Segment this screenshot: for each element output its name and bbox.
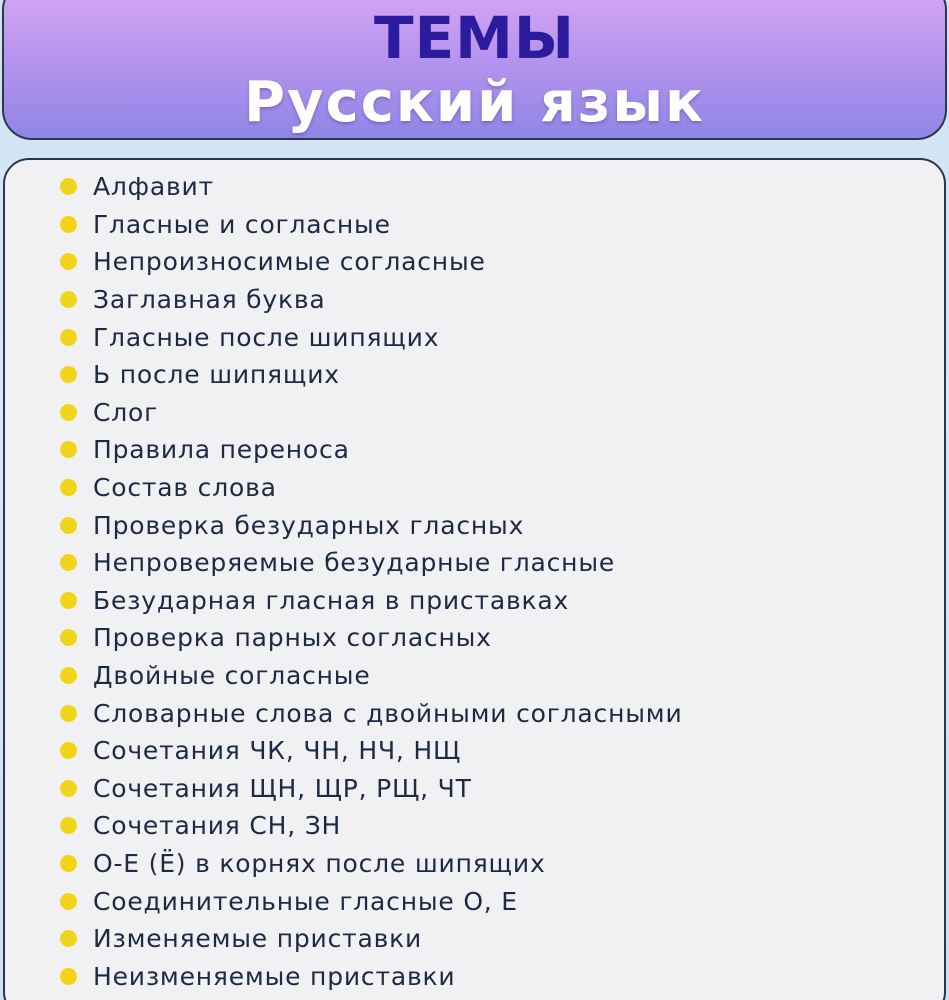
bullet-icon [60,253,77,270]
list-item [0,732,683,770]
list-item [0,506,683,544]
list-item [0,243,683,281]
bullet-icon [60,893,77,910]
topic-label: Двойные согласные [93,661,371,691]
bullet-icon [60,705,77,722]
bullet-icon [60,404,77,421]
topic-label: Неизменяемые приставки [93,961,456,991]
page-title: ТЕМЫ [374,4,575,72]
list-item [0,206,683,244]
topic-label: Алфавит [93,172,214,202]
bullet-icon [60,817,77,834]
bullet-icon [60,441,77,458]
topic-list [0,168,683,995]
topic-label: Гласные и согласные [93,209,391,239]
topic-label: Сочетания ЩН, ЩР, РЩ, ЧТ [93,773,472,803]
list-item [0,920,683,958]
bullet-icon [60,291,77,308]
header-banner [2,0,947,140]
list-item [0,619,683,657]
topic-label: Непроверяемые безударные гласные [93,548,616,578]
list-item [0,694,683,732]
page-subtitle: Русский язык [243,70,706,135]
bullet-icon [60,855,77,872]
bullet-icon [60,517,77,534]
bullet-icon [60,780,77,797]
list-item [0,957,683,995]
bullet-icon [60,742,77,759]
bullet-icon [60,968,77,985]
list-item [0,431,683,469]
topic-label: Словарные слова с двойными согласными [93,698,683,728]
topic-label: Состав слова [93,473,277,503]
list-item [0,281,683,319]
bullet-icon [60,629,77,646]
list-item [0,168,683,206]
bullet-icon [60,930,77,947]
topic-label: Сочетания ЧК, ЧН, НЧ, НЩ [93,736,462,766]
list-item [0,807,683,845]
list-item [0,770,683,808]
topic-label: Безударная гласная в приставках [93,585,570,615]
topic-label: Проверка безударных гласных [93,510,525,540]
list-item [0,544,683,582]
bullet-icon [60,366,77,383]
topic-label: Изменяемые приставки [93,924,423,954]
topic-label: Ь после шипящих [93,360,340,390]
topic-label: Правила переноса [93,435,350,465]
topic-label: Заглавная буква [93,285,326,315]
bullet-icon [60,329,77,346]
bullet-icon [60,592,77,609]
list-item [0,356,683,394]
list-item [0,318,683,356]
bullet-icon [60,667,77,684]
bullet-icon [60,178,77,195]
topic-label: Проверка парных согласных [93,623,492,653]
bullet-icon [60,216,77,233]
bullet-icon [60,554,77,571]
topic-label: О-Е (Ё) в корнях после шипящих [93,848,546,878]
topic-label: Соединительные гласные О, Е [93,886,518,916]
list-item [0,657,683,695]
bullet-icon [60,479,77,496]
list-item [0,882,683,920]
topic-label: Слог [93,397,159,427]
list-item [0,394,683,432]
topic-label: Сочетания СН, ЗН [93,811,342,841]
list-item [0,469,683,507]
topic-label: Непроизносимые согласные [93,247,486,277]
topic-label: Гласные после шипящих [93,322,440,352]
list-item [0,582,683,620]
list-item [0,845,683,883]
